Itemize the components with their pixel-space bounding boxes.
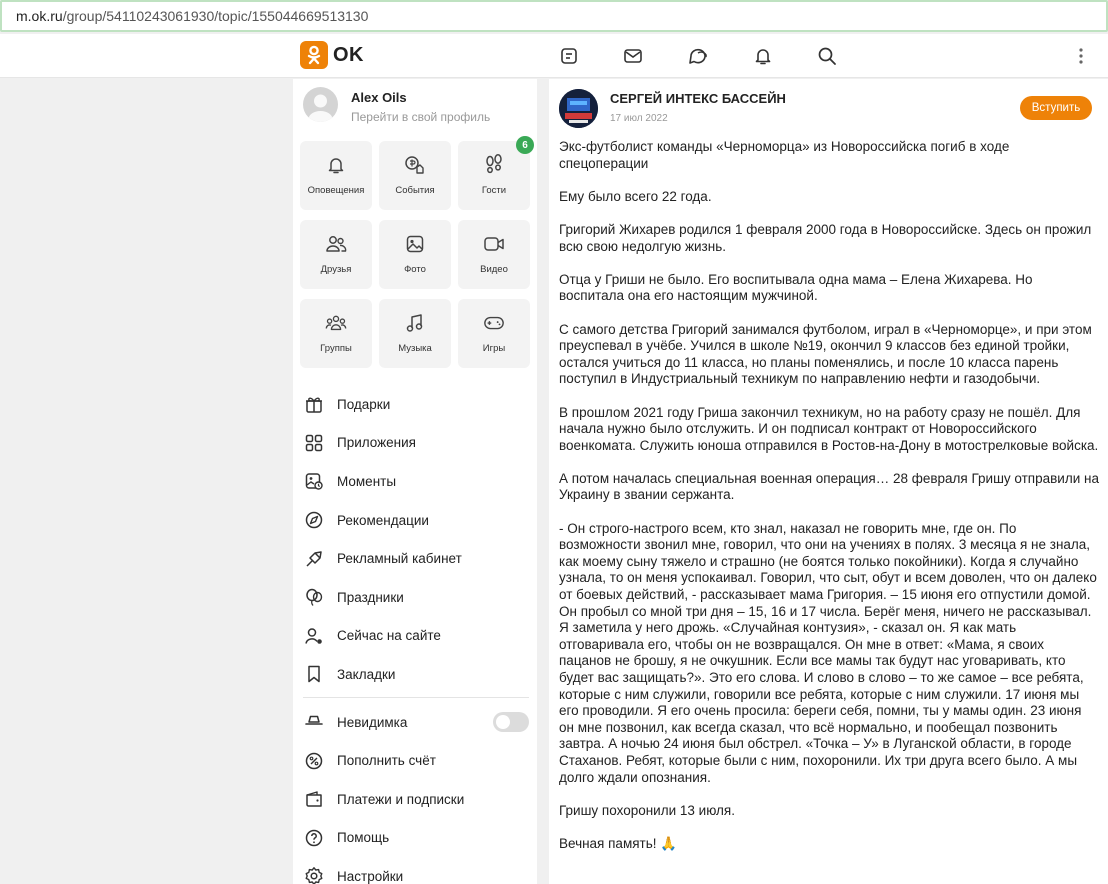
tile-label: Видео [480,264,508,275]
post-text [559,139,1099,869]
post-paragraph: А потом началась специальная военная операция… 28 февраля Гришу отправили на Украину в звании сержанта. [559,470,1099,503]
menu-item-ads-cabinet[interactable] [303,539,529,578]
tile-label: Друзья [320,264,352,275]
apps-icon [303,432,325,454]
tile-friends[interactable] [300,220,372,289]
menu-item-bookmarks[interactable] [303,655,529,694]
menu-label: Закладки [337,666,396,682]
topic-post [549,79,1108,884]
tile-video[interactable] [458,220,530,289]
menu-label: Рекомендации [337,512,429,528]
menu-item-topup[interactable] [303,741,529,780]
tile-label: События [395,185,435,196]
profile-link[interactable] [303,87,490,124]
topup-icon [303,750,325,772]
menu-item-payments[interactable] [303,780,529,819]
events-icon [404,154,426,176]
friends-icon [325,233,347,255]
video-icon [483,233,505,255]
ok-logo[interactable] [300,41,364,69]
menu-item-settings[interactable] [303,857,529,884]
compass-icon [303,509,325,531]
notifications-icon[interactable] [752,45,774,67]
menu-divider [303,697,529,698]
menu-item-help[interactable] [303,819,529,858]
post-paragraph: Отца у Гриши не было. Его воспитывала одна мама – Елена Жихарева. Но воспитала она его настоящим мужчиной. [559,271,1033,304]
profile-name: Alex Oils [351,90,407,105]
post-paragraph: Вечная память! 🙏 [559,835,678,851]
menu-label: Праздники [337,589,404,605]
tile-notifications[interactable] [300,141,372,210]
post-paragraph: Ему было всего 22 года. [559,188,712,204]
avatar [303,87,338,122]
menu-label: Сейчас на сайте [337,628,441,644]
tile-games[interactable] [458,299,530,368]
menu-label: Приложения [337,435,416,451]
menu-item-invisible[interactable] [303,703,529,742]
tile-label: Группы [320,343,352,354]
invisible-icon [303,711,325,733]
feed-icon[interactable] [558,45,580,67]
online-icon [303,625,325,647]
post-paragraph: С самого детства Григорий занимался футболом, играл в «Черноморце», и при этом преуспевал в учёбе. Учился в школе №19, окончил 9 классов без единой тройки, остался учиться до 11 класса, но планы поменялись, и после 10 класса парень поступил в Индустриальный техникум по направлению нефти и газодобычи. [559,321,1092,387]
tile-groups[interactable] [300,299,372,368]
post-paragraph: Гришу похоронили 13 июля. [559,802,735,818]
menu-label: Пополнить счёт [337,753,436,769]
menu-label: Помощь [337,830,390,846]
invisible-toggle[interactable] [493,712,529,732]
balloons-icon [303,586,325,608]
tile-label: Гости [481,185,507,196]
tile-label: Оповещения [307,185,365,196]
guests-count-badge: 6 [516,136,534,154]
menu-label: Невидимка [337,714,408,730]
photo-icon [404,233,426,255]
menu-label: Настройки [337,868,404,884]
post-paragraph: - Он строго-настрого всем, кто знал, наказал не говорить мне, где он. По возможности звонил мне, говорил, что они на учениях в полях. 3 месяца я не знала, как моему сыну тяжело и страшно (не боятся только покойники). Когда я случайно узнала, то он меня успокаивал. Говорил, что сыт, обут и всем доволен, что он далеко от боевых действий, - рассказывает мама Григория. – 15 июня его отпустили домой. Он пробыл со мной три дня – 15, 16 и 17 числа. Берёг меня, ничего не рассказывал. Я заметила у него дрожь. «Случайная контузия», - сказал он. Я как мать отговаривала его, чтобы он не возвращался. Он мне в ответ: «Мама, я своих пацанов не брошу, я не очкушник. Если все мамы так будут нас уговаривать, кто будет вас защищать?». Это его слова. И слово в слово – то же самое – все ребята, которые с ним служили, говорили все ребята, которые с ним служили. 17 июня мы его проводили. Я его очень просила: береги себя, помни, ты у мамы один. 23 июня он мне позвонил, как всегда сказал, что всё нормально, и пообещал позвонить завтра. А ночью 24 июня был обстрел. «Точка – У» в Луганской области, в городе Стаханов. Ребят, которые были с ним, похоронили. Их три друга всего было. А мы долго ждали опознания. [559,520,1097,785]
menu-label: Подарки [337,396,391,412]
footprints-icon [483,154,505,176]
tile-music[interactable] [379,299,451,368]
menu-item-holidays[interactable] [303,578,529,617]
discussions-icon[interactable] [687,45,709,67]
tile-photo[interactable] [379,220,451,289]
ok-logo-icon [300,41,328,69]
top-navigation [0,34,1108,78]
post-paragraph: Экс-футболист команды «Черноморца» из Новороссийска погиб в ходе спецоперации [559,139,1010,171]
ads-icon [303,548,325,570]
menu-item-recommendations[interactable] [303,501,529,540]
post-paragraph: Григорий Жихарев родился 1 февраля 2000 года в Новороссийске. Здесь он прожил всю свою недолгую жизнь. [559,221,1092,254]
address-bar[interactable] [0,0,1108,32]
menu-item-moments[interactable] [303,462,529,501]
search-icon[interactable] [816,45,838,67]
tile-label: Фото [404,264,426,275]
post-date: 17 июл 2022 [610,113,668,124]
tile-guests[interactable] [458,141,530,210]
gamepad-icon [483,312,505,334]
groups-icon [325,312,347,334]
menu-label: Платежи и подписки [337,791,465,807]
gift-icon [303,393,325,415]
sidebar-menu [303,385,529,884]
help-icon [303,827,325,849]
url-path: /group/54110243061930/topic/155044669513130 [62,8,369,24]
menu-item-apps[interactable] [303,424,529,463]
wallet-icon [303,788,325,810]
music-icon [404,312,426,334]
group-name[interactable]: СЕРГЕЙ ИНТЕКС БАССЕЙН [610,91,786,106]
tile-label: Музыка [398,343,432,354]
moments-icon [303,470,325,492]
group-avatar[interactable] [559,89,598,128]
bell-icon [325,154,347,176]
menu-label: Рекламный кабинет [337,551,462,567]
menu-item-online-now[interactable] [303,617,529,656]
profile-subtitle: Перейти в свой профиль [351,110,491,124]
more-menu-icon[interactable] [1070,45,1092,67]
settings-icon [303,865,325,884]
bookmark-icon [303,663,325,685]
menu-item-gifts[interactable] [303,385,529,424]
left-sidebar [293,79,537,884]
logo-text: OK [333,43,364,66]
tile-label: Игры [482,343,506,354]
post-paragraph: В прошлом 2021 году Гриша закончил техникум, но на работу сразу не пошёл. Для начала нужно было отслужить. И он подписал контракт от Новороссийского военкомата. Служить юноша отправился в Ростов-на-Дону в мотострелковые войска. [559,404,1099,453]
menu-label: Моменты [337,473,397,489]
tile-events[interactable] [379,141,451,210]
url-host: m.ok.ru [16,8,63,24]
join-group-button[interactable]: Вступить [1020,96,1092,120]
quick-tiles [300,141,530,368]
messages-icon[interactable] [622,45,644,67]
